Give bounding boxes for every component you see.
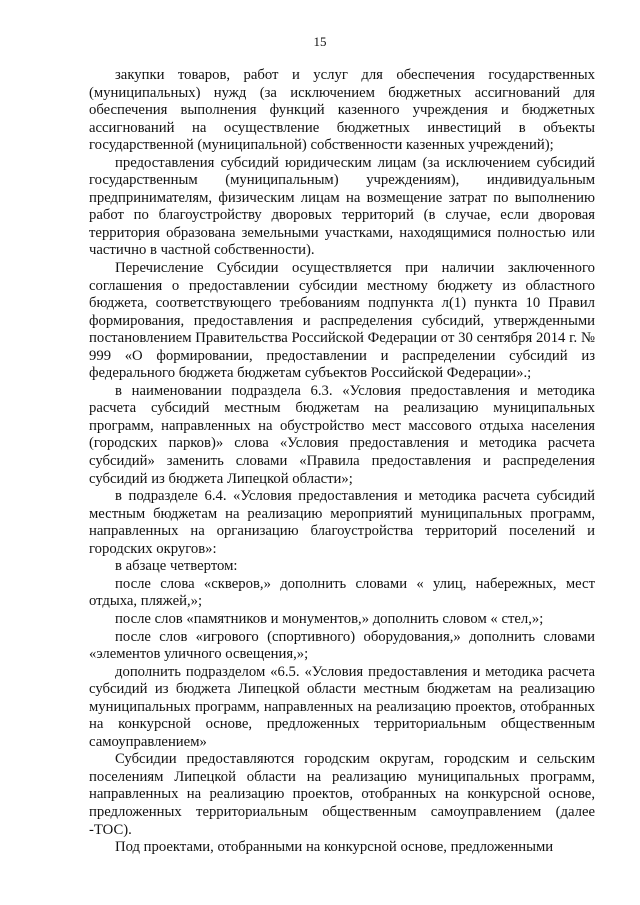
paragraph: закупки товаров, работ и услуг для обеспечения государственных (муниципальных) нужд (за исключением бюджетных ассигнований для обеспечения выполнения функций казенного учреждения и бюджетных ассигнований на осуществление бюджетных инвестиций в объекты государственной (муниципальной) собственности казенных учреждений); [89,67,595,154]
page-number: 15 [313,34,327,49]
paragraph: в подразделе 6.4. «Условия предоставления и методика расчета субсидий местным бюджетам на реализацию мероприятий муниципальных программ, направленных на организацию благоустройства территорий поселений и городских округов»: [89,488,595,557]
paragraph: дополнить подразделом «6.5. «Условия предоставления и методика расчета субсидий из бюджета Липецкой области местным бюджетам на реализацию муниципальных программ, направленных на реализацию проектов, отобранных на конкурсной основе, предложенных территориальным общественным самоуправлением» [89,663,595,750]
paragraph: в наименовании подраздела 6.3. «Условия предоставления и методика расчета субсидий местным бюджетам на реализацию муниципальных программ, направленных на обустройство мест массового отдыха населения (городских парков)» слова «Условия предоставления и методика расчета субсидий» заменить словами «Правила предоставления и распределения субсидий из бюджета Липецкой области»; [89,382,595,487]
paragraph: после слов «игрового (спортивного) оборудования,» дополнить словами «элементов уличного освещения,»; [89,628,595,663]
paragraph: Перечисление Субсидии осуществляется при наличии заключенного соглашения о предоставлении субсидии местному бюджету из областного бюджета, соответствующего требованиям подпункта л(1) пункта 10 Правил формирования, предоставления и распределения субсидий, утвержденными постановлением Правительства Российской Федерации от 30 сентября 2014 г. № 999 «О формировании, предоставлении и распределении субсидий из федерального бюджета бюджетам субъектов Российской Федерации».; [89,260,595,382]
paragraph: предоставления субсидий юридическим лицам (за исключением субсидий государственным (муниципальным) учреждениям), индивидуальным предпринимателям, физическим лицам на возмещение затрат по выполнению работ по благоустройству дворовых территорий (в случае, если дворовая территория образована земельными участками, находящимися полностью или частично в частной собственности). [89,154,595,259]
document-body [89,67,595,857]
paragraph: Субсидии предоставляются городским округам, городским и сельским поселениям Липецкой области на реализацию муниципальных программ, направленных на реализацию проектов, отобранных на конкурсной основе, предложенных территориальным общественным самоуправлением (далее -ТОС). [89,751,595,838]
paragraph: Под проектами, отобранными на конкурсной основе, предложенными [115,839,554,856]
paragraph: после слов «памятников и монументов,» дополнить словом « стел,»; [115,610,544,627]
paragraph: после слова «скверов,» дополнить словами « улиц, набережных, мест отдыха, пляжей,»; [89,575,595,610]
paragraph: в абзаце четвертом: [115,558,238,575]
